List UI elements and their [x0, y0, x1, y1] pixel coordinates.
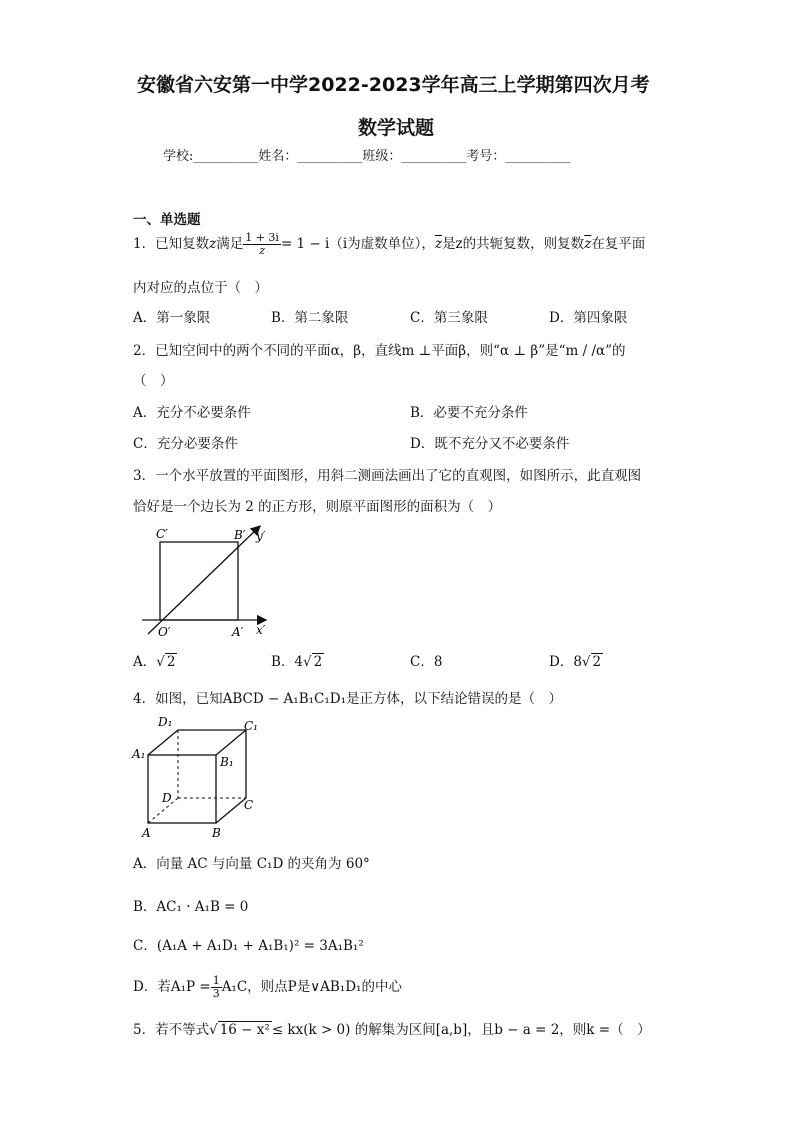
- q4-label-d: D: [162, 791, 172, 805]
- q3-label-o: O′: [158, 625, 171, 639]
- q1-var-z: z: [209, 236, 217, 252]
- q1-text-e: 在复平面: [591, 236, 646, 252]
- q4-cube-figure: [130, 712, 265, 842]
- q4-frac-num: 1: [212, 974, 220, 987]
- q4-option-d-text-c: A₁C，则点P是∨AB₁D₁的中心: [221, 979, 402, 995]
- q3-figure: [138, 522, 278, 640]
- q1-var-zbar-2: $\overline{z}$: [584, 236, 592, 252]
- q1-frac-num: 1 + 3i: [245, 231, 279, 244]
- q4-edge-bc: [216, 798, 246, 823]
- q1-option-b[interactable]: B．第二象限: [271, 310, 349, 326]
- q1-frac-den: z: [259, 244, 265, 257]
- page-title: 安徽省六安第一中学2022-2023学年高三上学期第四次月考: [137, 74, 650, 96]
- q3-option-c[interactable]: C．8: [410, 654, 443, 670]
- q4-option-d-text-b: A₁P =: [170, 979, 211, 995]
- q4-option-b[interactable]: B．AC₁ · A₁B = 0: [133, 899, 249, 915]
- page-subtitle: 数学试题: [358, 117, 435, 139]
- section-heading: 一、单选题: [133, 212, 201, 228]
- q4-option-a[interactable]: A．向量 AC 与向量 C₁D 的夹角为 60°: [133, 856, 370, 872]
- q3-option-b-label: B．4: [271, 654, 304, 670]
- question-4-line-1: 4．如图，已知ABCD − A₁B₁C₁D₁是正方体，以下结论错误的是（ ）: [133, 691, 563, 707]
- q3-option-b-radicand: 2: [313, 654, 323, 670]
- q4-label-b: B: [212, 826, 221, 840]
- q1-text-b: 满足: [216, 236, 244, 252]
- q3-label-a: A′: [232, 625, 244, 639]
- q5-radicand: 16 − x²: [219, 1022, 270, 1038]
- q3-option-d-label: D．8: [549, 654, 582, 670]
- question-2-line-1: 2．已知空间中的两个不同的平面α，β，直线m ⊥平面β，则“α ⊥ β”是“m / /α”的: [133, 343, 626, 359]
- q4-cube-front-face: [148, 755, 216, 823]
- q3-option-a-radicand: 2: [166, 654, 176, 670]
- q3-label-b: B′: [234, 528, 246, 542]
- question-1-line-2: 内对应的点位于（ ）: [133, 280, 268, 296]
- q4-edge-b1c1: [216, 730, 246, 755]
- q5-text-a: 5．若不等式: [133, 1022, 210, 1038]
- q4-label-a1: A₁: [132, 747, 146, 761]
- q4-option-d-fraction: [211, 975, 222, 1000]
- q1-option-d[interactable]: D．第四象限: [549, 310, 628, 326]
- q3-label-c: C′: [156, 527, 168, 541]
- q4-option-d[interactable]: [133, 975, 402, 1000]
- q3-label-x: x′: [256, 623, 266, 637]
- question-2-line-2: （ ）: [133, 373, 174, 389]
- q3-label-y: y′: [256, 529, 266, 543]
- question-5-line-1: 5．若不等式√ 16 − x² ≤ kx(k > 0) 的解集为区间[a,b]，且b − a = 2，则k =（ ）: [133, 1022, 651, 1038]
- q1-text-c: = 1 − i（i为虚数单位），: [280, 236, 435, 252]
- q3-option-d-radicand: 2: [592, 654, 602, 670]
- q1-fraction: [243, 232, 281, 257]
- q2-option-d[interactable]: D．既不充分又不必要条件: [410, 436, 570, 452]
- q3-option-d[interactable]: D．8√ 2: [549, 654, 602, 670]
- q4-option-d-text-a: D．若: [133, 979, 171, 995]
- question-3-line-1: 3．一个水平放置的平面图形，用斜二测画法画出了它的直观图，如图所示，此直观图: [133, 468, 642, 484]
- q4-frac-den: 3: [212, 987, 220, 1000]
- q2-option-c[interactable]: C．充分必要条件: [133, 436, 238, 452]
- q4-option-c[interactable]: C．(A₁A + A₁D₁ + A₁B₁)² = 3A₁B₁²: [133, 938, 364, 954]
- q4-label-c1: C₁: [244, 719, 258, 733]
- q2-option-b[interactable]: B．必要不充分条件: [410, 405, 528, 421]
- q3-option-a-label: A．: [133, 654, 157, 670]
- q3-option-b[interactable]: B．4√ 2: [271, 654, 323, 670]
- q1-option-c[interactable]: C．第三象限: [410, 310, 488, 326]
- q4-label-b1: B₁: [220, 755, 234, 769]
- q4-label-a: A: [142, 826, 151, 840]
- q1-var-zbar: $\overline{z}$: [434, 236, 443, 252]
- q1-option-a[interactable]: A．第一象限: [133, 310, 211, 326]
- q5-text-b: ≤ kx(k > 0) 的解集为区间[a,b]，且b − a = 2，则k =（ ）: [271, 1022, 651, 1038]
- q4-label-d1: D₁: [158, 715, 173, 729]
- q3-square: [160, 542, 238, 620]
- q3-option-a[interactable]: A．√ 2: [133, 654, 176, 670]
- q1-text-a: 1．已知复数: [133, 236, 210, 252]
- q1-text-d: 是z的共轭复数，则复数: [442, 236, 585, 252]
- student-info-line: 学校:__________姓名：__________班级：__________考号：__________: [163, 149, 571, 164]
- q2-option-a[interactable]: A．充分不必要条件: [133, 405, 251, 421]
- question-1-line-1: [133, 232, 645, 257]
- q4-edge-a1d1: [148, 730, 178, 755]
- q4-label-c: C: [244, 798, 254, 812]
- question-3-line-2: 恰好是一个边长为 2 的正方形，则原平面图形的面积为（ ）: [133, 499, 502, 515]
